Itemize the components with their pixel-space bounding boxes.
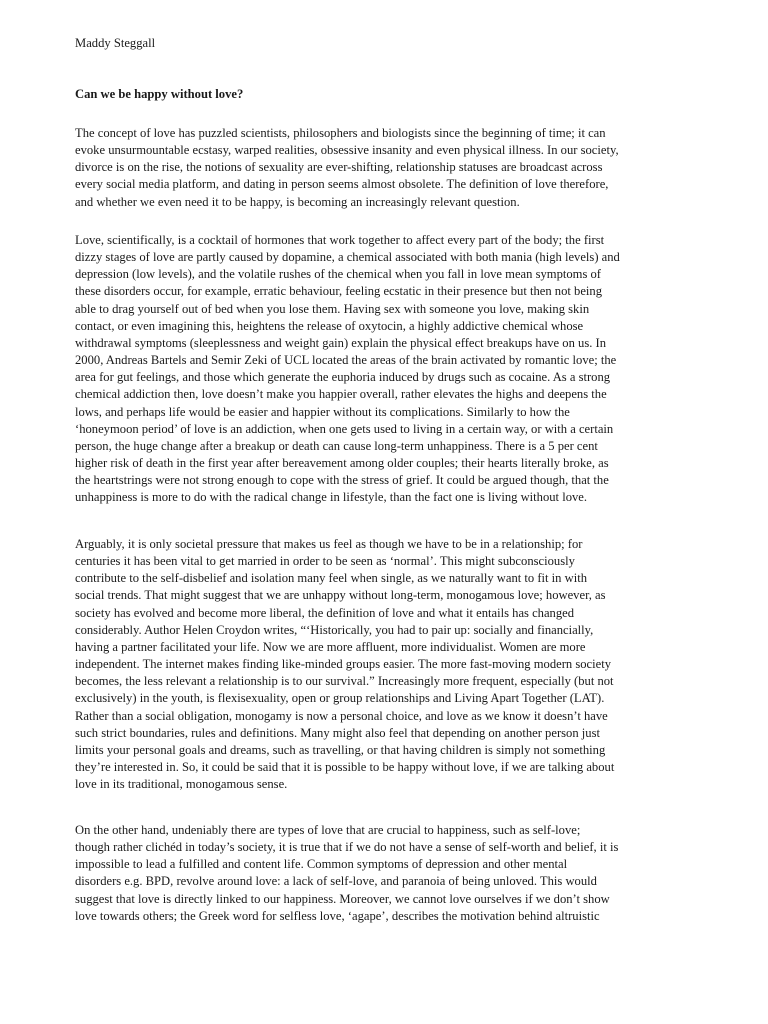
text-line: society has evolved and become more liberal, the definition of love and what it entails has changed bbox=[75, 605, 575, 620]
text-line: they’re interested in. So, it could be said that it is possible to be happy without love, if we are talking about bbox=[75, 760, 615, 775]
text-line: though rather clichéd in today’s society, it is true that if we do not have a sense of self-worth and belief, it is bbox=[75, 840, 619, 855]
text-line: centuries it has been vital to get married in order to be seen as ‘normal’. This might subconsciously bbox=[75, 554, 575, 569]
text-line: contribute to the self-disbelief and isolation many feel when single, as we naturally want to fit in with bbox=[75, 571, 588, 586]
text-line: chemical addiction then, love doesn’t make you happier overall, rather elevates the highs and deepens the bbox=[75, 387, 607, 402]
paragraph-societal-pressure bbox=[75, 536, 705, 793]
text-line: higher risk of death in the first year after bereavement among older couples; their hearts literally broke, as bbox=[75, 456, 609, 471]
text-line: lows, and perhaps life would be easier and happier without its complications. Similarly to how the bbox=[75, 404, 570, 419]
text-line: becomes, the less relevant a relationship is to our survival.” Increasingly more frequent, especially (but not bbox=[75, 674, 614, 689]
author-name: Maddy Steggall bbox=[75, 36, 156, 50]
text-line: independent. The internet makes finding like-minded groups easier. The more fast-moving modern society bbox=[75, 657, 612, 672]
text-line: person, the huge change after a breakup or death can cause long-term unhappiness. There is a 5 per cent bbox=[75, 438, 598, 453]
text-line: On the other hand, undeniably there are types of love that are crucial to happiness, such as self-love; bbox=[75, 823, 581, 837]
text-line: Arguably, it is only societal pressure that makes us feel as though we have to be in a relationship; for bbox=[75, 537, 583, 551]
text-line: evoke unsurmountable ecstasy, warped realities, obsessive insanity and even physical illness. In our society, bbox=[75, 143, 619, 158]
text-line: suggest that love is directly linked to our happiness. Moreover, we cannot love ourselves if we don’t show bbox=[75, 891, 610, 906]
text-line: depression (low levels), and the volatile rushes of the chemical when you fall in love mean symptoms of bbox=[75, 267, 602, 282]
text-line: dizzy stages of love are partly caused by dopamine, a chemical associated with both mania (high levels) and bbox=[75, 250, 620, 265]
text-line: these disorders occur, for example, erratic behaviour, feeling ecstatic in their presence but then not being bbox=[75, 284, 603, 299]
text-line: limits your personal goals and dreams, such as travelling, or that having children is simply not something bbox=[75, 742, 606, 757]
paragraph-self-love bbox=[75, 822, 705, 925]
essay-title: Can we be happy without love? bbox=[75, 87, 244, 101]
text-line: and whether we even need it to be happy, is becoming an increasingly relevant question. bbox=[75, 194, 520, 209]
text-line: able to drag yourself out of bed when you lose them. Having sex with someone you love, making skin bbox=[75, 301, 590, 316]
text-line: Love, scientifically, is a cocktail of hormones that work together to affect every part of the body; the first bbox=[75, 233, 605, 247]
text-line: such strict boundaries, rules and definitions. Many might also feel that depending on another person just bbox=[75, 725, 600, 740]
text-line: area for gut feelings, and those which generate the euphoria induced by drugs such as cocaine. As a strong bbox=[75, 370, 611, 385]
paragraph-intro bbox=[75, 125, 705, 211]
text-line: ‘honeymoon period’ of love is an addiction, when one gets used to living in a certain way, or with a certain bbox=[75, 421, 614, 436]
text-line: contact, or even imagining this, heightens the release of oxytocin, a highly addictive chemical whose bbox=[75, 318, 584, 333]
text-line: disorders e.g. BPD, revolve around love: a lack of self-love, and paranoia of being unloved. This would bbox=[75, 874, 597, 889]
text-line: divorce is on the rise, the notions of sexuality are ever-shifting, relationship statuses are broadcast across bbox=[75, 160, 603, 175]
text-line: 2000, Andreas Bartels and Semir Zeki of UCL located the areas of the brain activated by romantic love; the bbox=[75, 353, 617, 368]
text-line: love towards others; the Greek word for selfless love, ‘agape’, describes the motivation behind altruistic bbox=[75, 908, 600, 923]
text-line: social trends. That might suggest that we are unhappy without long-term, monogamous love; however, as bbox=[75, 588, 606, 603]
text-line: Rather than a social obligation, monogamy is now a personal choice, and love as we know it doesn’t have bbox=[75, 708, 608, 723]
text-line: love in its traditional, monogamous sense. bbox=[75, 777, 288, 792]
text-line: unhappiness is more to do with the radical change in lifestyle, than the fact one is living without love. bbox=[75, 490, 588, 505]
text-line: having a partner facilitated your life. Now we are more affluent, more individualist. Women are more bbox=[75, 639, 586, 654]
text-line: impossible to lead a fulfilled and content life. Common symptoms of depression and other mental bbox=[75, 857, 568, 872]
text-line: the heartstrings were not strong enough to cope with the stress of grief. It could be argued though, that the bbox=[75, 473, 609, 488]
text-line: exclusively) in the youth, is flexisexuality, open or group relationships and Living Apart Together (LAT). bbox=[75, 691, 605, 706]
text-line: withdrawal symptoms (sleeplessness and weight gain) explain the physical effect breakups have on us. In bbox=[75, 335, 607, 350]
text-line: every social media platform, and dating in person seems almost obsolete. The definition of love therefore, bbox=[75, 177, 609, 192]
text-line: The concept of love has puzzled scientists, philosophers and biologists since the beginning of time; it can bbox=[75, 126, 606, 140]
text-line: considerably. Author Helen Croydon writes, “‘Historically, you had to pair up: socially and financially, bbox=[75, 622, 594, 637]
paragraph-science bbox=[75, 232, 705, 507]
